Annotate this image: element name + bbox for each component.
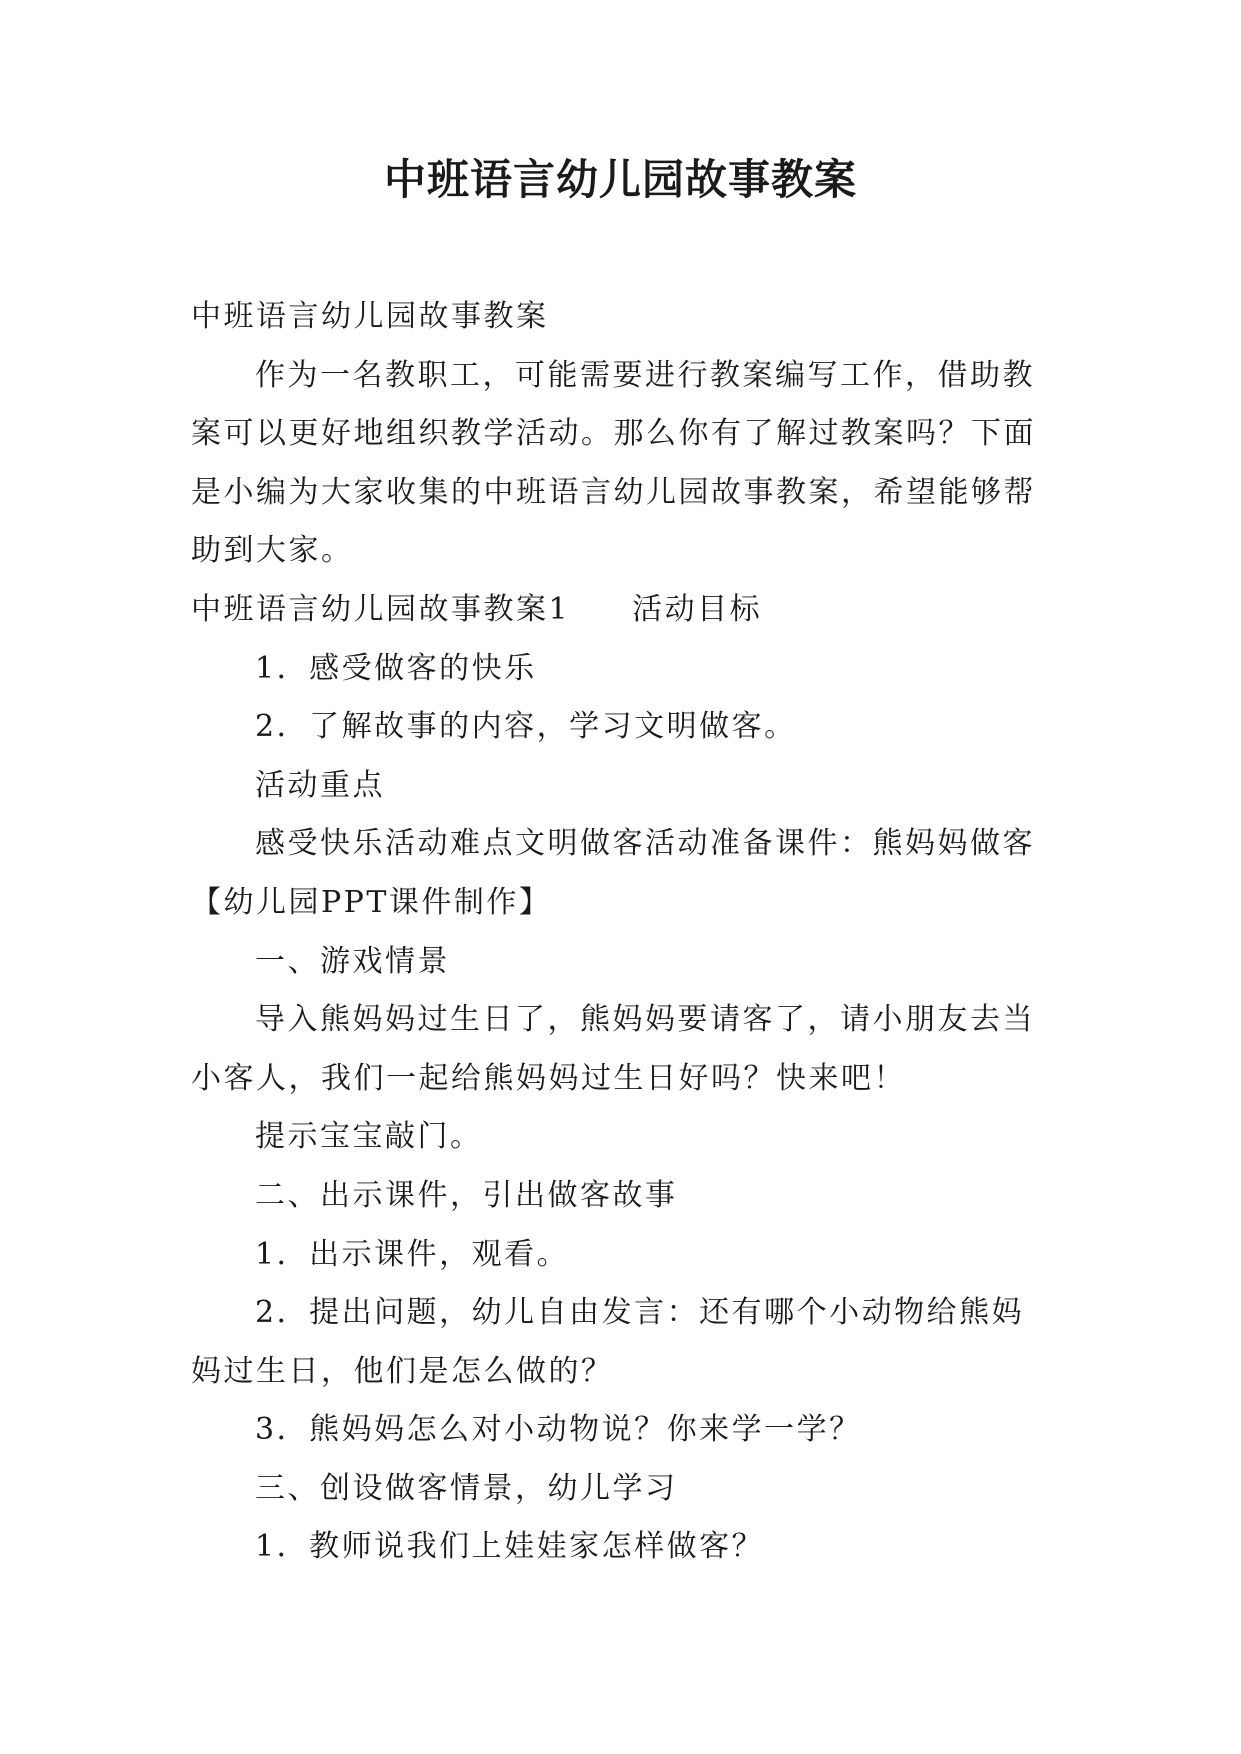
document-body — [191, 288, 1051, 1577]
paragraph: 二、出示课件，引出做客故事 — [255, 1177, 678, 1213]
paragraph: 一、游戏情景 — [255, 943, 450, 979]
paragraph: 2．了解故事的内容，学习文明做客。 — [255, 709, 797, 745]
section-heading: 中班语言幼儿园故事教案1 — [191, 591, 571, 627]
paragraph: 导入熊妈妈过生日了，熊妈妈要请客了，请小朋友去当小客人，我们一起给熊妈妈过生日好吗？快来吧！ — [191, 1002, 1035, 1096]
section-subheading: 活动目标 — [632, 591, 763, 627]
paragraph: 活动重点 — [255, 767, 385, 803]
paragraph: 感受快乐活动难点文明做客活动准备课件：熊妈妈做客【幼儿园PPT课件制作】 — [191, 826, 1035, 920]
paragraph: 3．熊妈妈怎么对小动物说？你来学一学？ — [255, 1412, 862, 1448]
paragraph: 三、创设做客情景，幼儿学习 — [255, 1470, 678, 1506]
paragraph: 1．感受做客的快乐 — [255, 650, 537, 686]
paragraph: 作为一名教职工，可能需要进行教案编写工作，借助教案可以更好地组织教学活动。那么你有了解过教案吗？下面是小编为大家收集的中班语言幼儿园故事教案，希望能够帮助到大家。 — [191, 357, 1036, 569]
document-title: 中班语言幼儿园故事教案 — [383, 155, 857, 204]
paragraph — [191, 581, 1051, 640]
paragraph: 提示宝宝敲门。 — [255, 1119, 483, 1155]
paragraph: 1．教师说我们上娃娃家怎样做客？ — [255, 1529, 765, 1565]
paragraph: 2．提出问题，幼儿自由发言：还有哪个小动物给熊妈妈过生日，他们是怎么做的？ — [191, 1295, 1025, 1389]
paragraph: 1．出示课件，观看。 — [255, 1236, 570, 1272]
paragraph: 中班语言幼儿园故事教案 — [191, 299, 549, 334]
